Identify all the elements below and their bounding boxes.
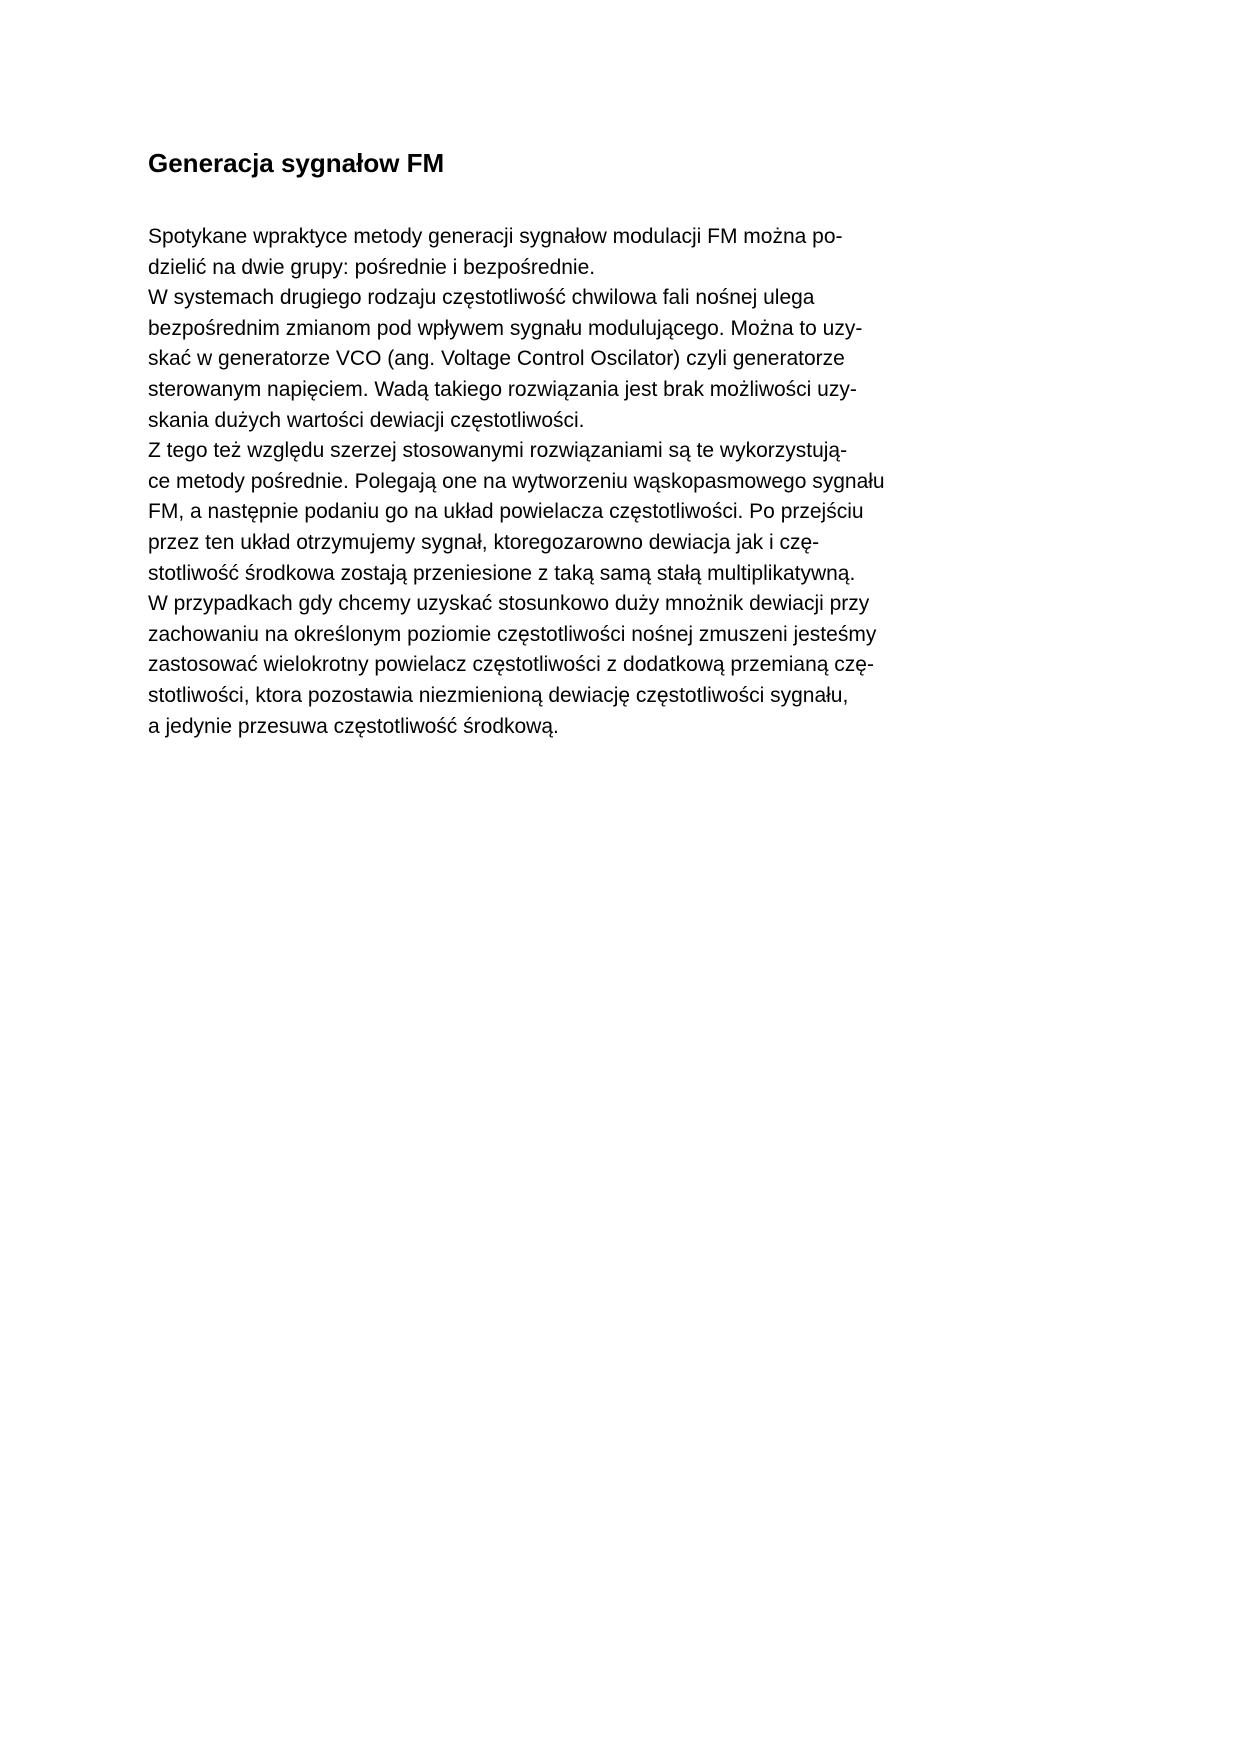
text-line: przez ten układ otrzymujemy sygnał, ktoregozarowno dewiacja jak i czę- [148, 530, 820, 554]
text-line: W przypadkach gdy chcemy uzyskać stosunkowo duży mnożnik dewiacji przy [148, 592, 870, 616]
text-line: skać w generatorze VCO (ang. Voltage Control Oscilator) czyli generatorze [148, 347, 845, 371]
text-line: ce metody pośrednie. Polegają one na wytworzeniu wąskopasmowego sygnału [148, 469, 885, 493]
text-line: W systemach drugiego rodzaju częstotliwość chwilowa fali nośnej ulega [148, 286, 815, 310]
text-line: stotliwości, ktora pozostawia niezmienioną dewiację częstotliwości sygnału, [148, 683, 849, 707]
text-line: sterowanym napięciem. Wadą takiego rozwiązania jest brak możliwości uzy- [148, 377, 857, 401]
text-line: skania dużych wartości dewiacji częstotliwości. [148, 408, 585, 432]
text-line: Z tego też względu szerzej stosowanymi rozwiązaniami są te wykorzystują- [148, 439, 848, 463]
text-line: dzielić na dwie grupy: pośrednie i bezpośrednie. [148, 255, 596, 279]
text-line: zastosować wielokrotny powielacz częstotliwości z dodatkową przemianą czę- [148, 653, 874, 677]
text-line: zachowaniu na określonym poziomie częstotliwości nośnej zmuszeni jesteśmy [148, 622, 877, 646]
text-line: stotliwość środkowa zostają przeniesione z taką samą stałą multiplikatywną. [148, 561, 856, 585]
text-line: bezpośrednim zmianom pod wpływem sygnału modulującego. Można to uzy- [148, 316, 863, 340]
body-paragraph [148, 222, 1008, 742]
text-line: Spotykane wpraktyce metody generacji sygnałow modulacji FM można po- [148, 225, 843, 248]
text-line: FM, a następnie podaniu go na układ powielacza częstotliwości. Po przejściu [148, 500, 864, 524]
text-line: a jedynie przesuwa częstotliwość środkową. [148, 714, 559, 738]
page-title: Generacja sygnałow FM [148, 148, 445, 178]
